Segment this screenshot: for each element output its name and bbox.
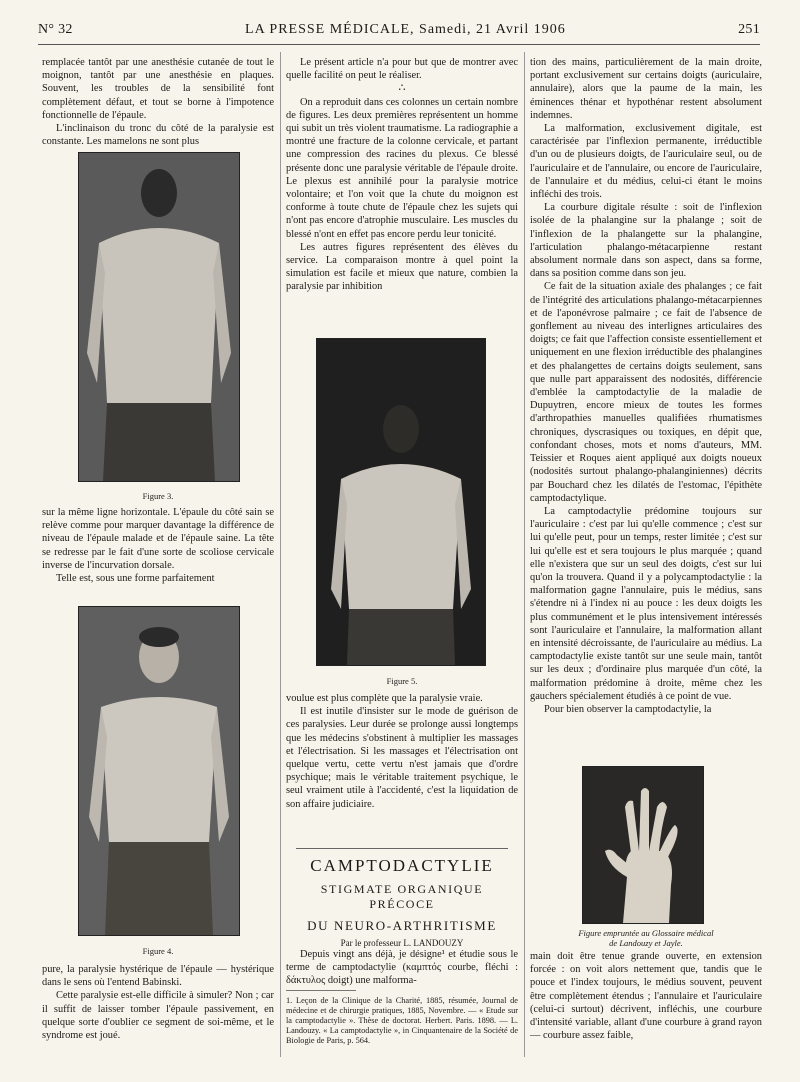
issue-number: N° 32 bbox=[38, 22, 73, 37]
col2-top-text bbox=[286, 56, 518, 294]
article-subtitle-2: DU NEURO-ARTHRITISME bbox=[307, 918, 497, 933]
section-separator: ∴ bbox=[398, 82, 406, 95]
paragraph: La courbure digitale résulte : soit de l'inflexion isolée de la phalangine sur la phalange ; soit de l'inflexion de la phalangette sur la phalangine, l'articulation phalango-métacarpienne restant absolument normale dans son aspect, dans sa forme, dans sa position comme dans son jeu. bbox=[530, 202, 762, 280]
paragraph: tion des mains, particulièrement de la main droite, portant exclusivement sur certains doigts (auriculaire, annulaire), alors que la paume de la main, les éminences thénar et hypothénar restent absolument indemnes. bbox=[530, 57, 762, 121]
paragraph: Il est inutile d'insister sur le mode de guérison de ces paralysies. Leur durée se prolonge aussi longtemps que les médecins s'obstinent à multiplier les massages et l'électrisation. Si les massages et l'électrisation ont quelque vertu, cette vertu n'est jamais que d'ordre psychique; mais le véritable traitement psychique, le seul vraiment utile à l'accidenté, c'est la liquidation de son affaire judiciaire. bbox=[286, 706, 518, 810]
figure-3-caption: Figure 3. bbox=[142, 491, 174, 501]
paragraph: La camptodactylie prédomine toujours sur l'auriculaire : c'est par lui qu'elle commence ; c'est sur lui qu'elle peut, pour un temps, rester limitée ; c'est sur lui qu'elle est et sera toujours le plus marquée ; quand elle n'existera que sur un seul des doigts, c'est sur lui qu'on la trouvera. Quand il y a polycamptodactylie : la malformation gagne l'annulaire, puis le médius, sans s'étendre ni à l'index ni au pouce : les deux doigts les plus communément et le plus intensivement intéressés sont l'auriculaire et l'annulaire, la malformation allant en intensité décroissante, de l'auriculaire au médius. La camptodactylie existe tantôt sur une seule main, tantôt sur les deux ; d'ordinaire plus marquée d'un côté, la malformation prédomine à droite, même chez les gauchers spécialement étudiés à ce point de vue. bbox=[530, 505, 762, 702]
paragraph: Depuis vingt ans déjà, je désigne¹ et étudie sous le terme de camptodactylie (καμπτός courbe, fléchi : δάκτυλος doigt) une malforma- bbox=[286, 949, 518, 987]
col2-article-text bbox=[286, 948, 518, 988]
page-number: 251 bbox=[738, 22, 760, 37]
article-subtitle: STIGMATE ORGANIQUE PRÉCOCE bbox=[320, 882, 484, 911]
article-rule bbox=[296, 848, 508, 849]
paragraph: Le présent article n'a pour but que de montrer avec quelle facilité on peut le réaliser. bbox=[286, 57, 518, 82]
paragraph: pure, la paralysie hystérique de l'épaule — hystérique dans le sens où l'entend Babinski. bbox=[42, 964, 274, 989]
col3-bottom-text bbox=[530, 950, 762, 1042]
figure-3-photo bbox=[78, 152, 240, 482]
page-header bbox=[38, 22, 760, 42]
header-rule bbox=[38, 44, 760, 45]
column-divider-2 bbox=[524, 52, 525, 1057]
paragraph: Les autres figures représentent des élèves du service. La comparaison montre à quel point la simulation est facile et mieux que nature, combien la paralysie par inhibition bbox=[286, 241, 518, 293]
col3-top-text bbox=[530, 56, 762, 716]
article-author: Par le professeur L. LANDOUZY bbox=[340, 938, 464, 948]
col1-mid-text bbox=[42, 506, 274, 585]
paragraph: main doit être tenue grande ouverte, en extension forcée : on voit alors nettement que, tandis que le pouce et l'index toujours, le médius souvent, peuvent être complètement étendus ; l'annulaire et l'auriculaire (celui-ci surtout) décrivent, infléchis, une courbure d'intensité variable, allant d'une courbure à grand rayon — courbure assez faible, bbox=[530, 951, 762, 1042]
col2-mid-text bbox=[286, 692, 518, 811]
col1-bottom-text bbox=[42, 963, 274, 1042]
paragraph: voulue est plus complète que la paralysie vraie. bbox=[286, 693, 483, 704]
paragraph: Cette paralysie est-elle difficile à simuler? Non ; car il suffit de laisser tomber l'épaule passivement, en quelque sorte d'oublier ce segment de soi-même, et le syndrome est joué. bbox=[42, 990, 274, 1042]
article-heading bbox=[286, 856, 518, 948]
paragraph: Ce fait de la situation axiale des phalanges ; ce fait de l'intégrité des articulations phalango-métacarpiennes et de l'aponévrose palmaire ; ce fait de l'absence de gonflement au niveau des interlignes articulaires des doigts; ce fait que l'affection consiste essentiellement et uniquement en une flexion irréductible des phalangines et des phalangettes de certains doigts seulement, sans que nulle part apparaissent des nodosités, différencie d'emblée la camptodactylie de la maladie de Dupuytren, encore mieux de toutes les formes d'arthropathies manuelles qualifiées rhumatismes chroniques, dyscrasiques ou toxiques, en dépit que, confondant choses, mots et noms d'auteurs, MM. Teissier et Roques aient appliqué aux doigts noueux (nodosités surtout phalango-phalanginiennes) décrits par Bouchard chez les dilatés de l'estomac, l'épithète camptodactylique. bbox=[530, 281, 762, 504]
figure-4-photo bbox=[78, 606, 240, 936]
figure-4-caption: Figure 4. bbox=[142, 946, 174, 956]
col1-top-text bbox=[42, 56, 274, 148]
hand-caption-line-2: de Landouzy et Jayle. bbox=[609, 938, 683, 948]
hand-caption-line-1: Figure empruntée au Glossaire médical bbox=[578, 928, 714, 938]
footnote-rule bbox=[286, 990, 356, 991]
figure-5-photo bbox=[316, 338, 486, 666]
column-divider-1 bbox=[280, 52, 281, 1057]
paragraph: La malformation, exclusivement digitale, est caractérisée par l'inflexion permanente, irréductible d'un ou de plusieurs doigts, de l'auriculaire seul, ou de l'auriculaire et de l'annulaire, ou encore de l'auriculaire, de l'annulaire et du médius, celui-ci étant le moins infléchi des trois. bbox=[530, 123, 762, 201]
footnote: 1. Leçon de la Clinique de la Charité, 1885, résumée, Journal de médecine et de chirurgie pratiques, 1885, Novembre. — « Etude sur la camptodactylie ». Thèse de doctorat. Herbert. Paris. 1898. — L. Landouzy. « La camptodactylie », in Cinquantenaire de la Société de Biologie de Paris, p. 564. bbox=[286, 996, 518, 1045]
paragraph: remplacée tantôt par une anesthésie cutanée de tout le moignon, tantôt par une anesthésie en plaques. Souvent, les troubles de la sensibilité font complètement défaut, et tout se borne à l'impotence fonctionnelle de l'épaule. bbox=[42, 57, 274, 121]
hand-figure-photo bbox=[582, 766, 704, 924]
article-title: CAMPTODACTYLIE bbox=[310, 856, 494, 875]
paragraph: L'inclinaison du tronc du côté de la paralysie est constante. Les mamelons ne sont plus bbox=[42, 123, 274, 148]
paragraph: Telle est, sous une forme parfaitement bbox=[56, 573, 215, 585]
paragraph: On a reproduit dans ces colonnes un certain nombre de figures. Les deux premières représentent un homme qui subit un très violent traumatisme. La radiographie a montré une fracture de la colonne cervicale, et partant une compression des racines du plexus. Ce blessé présente donc une paralysie véritable de l'épaule droite. Le plexus est annihilé pour la paralysie motrice volontaire; et l'on voit que la chute du moignon est conforme à toute chute de l'épaule chez les sujets qui n'ont pas encore d'atrophie musculaire. Les muscles du blessé n'ont en effet pas encore perdu leur tonicité. bbox=[286, 96, 518, 240]
journal-title: LA PRESSE MÉDICALE, Samedi, 21 Avril 1906 bbox=[245, 22, 566, 37]
paragraph: Pour bien observer la camptodactylie, la bbox=[544, 703, 712, 715]
paragraph: sur la même ligne horizontale. L'épaule du côté sain se relève comme pour marquer davantage la différence de niveau de l'épaule malade et de l'épaule saine. La tête se redresse par le fait d'une sorte de scoliose cervicale inverse de l'incurvation dorsale. bbox=[42, 507, 274, 571]
figure-5-caption: Figure 5. bbox=[386, 676, 418, 686]
hand-figure-caption bbox=[530, 928, 762, 948]
